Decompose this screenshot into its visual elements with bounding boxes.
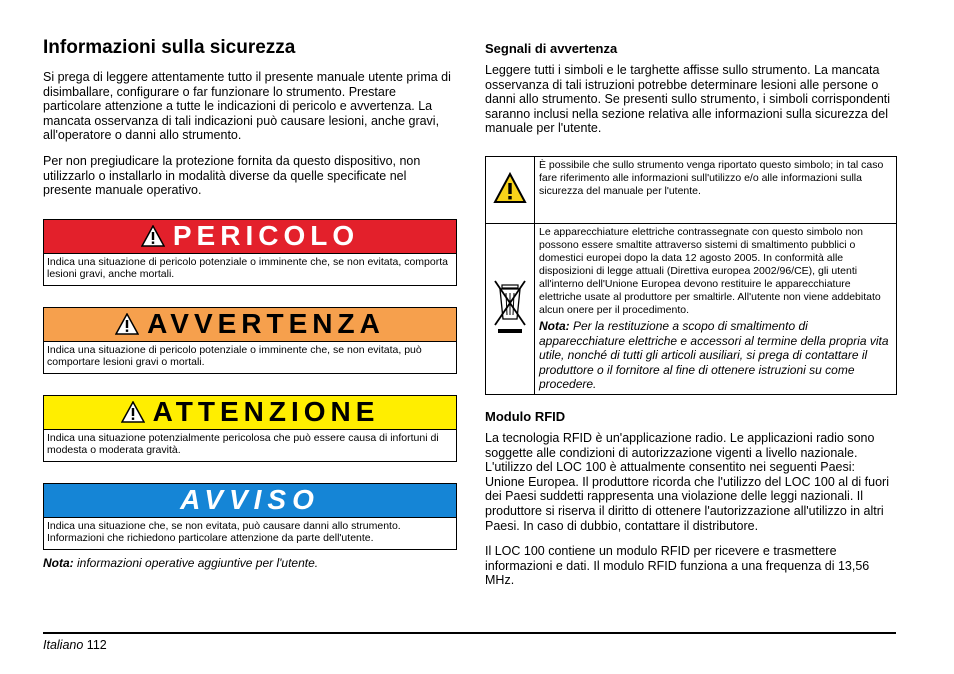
- symbol-description: [535, 223, 897, 394]
- footer-language: Italiano: [43, 638, 84, 652]
- weee-text: Le apparecchiature elettriche contrassegnate con questo simbolo non possono essere smaltite attraverso sistemi di smaltimento pubblici o domestici europei dopo la data 12 agosto 2005. In conformità alle disposizioni di legge attuali (Direttiva europea 2002/96/CE), gli utenti all'interno dell'Unione Europea devono restituire le apparecchiature elettriche usate al produttore per smaltirle. All'utente non viene addebitato alcun onere per il procedimento.: [539, 225, 881, 316]
- danger-band: [44, 220, 456, 254]
- notice-description: Indica una situazione che, se non evitata, può causare danni allo strumento. Informazioni che richiedono particolare attenzione da parte dell'utente.: [47, 519, 401, 545]
- weee-note: [539, 319, 892, 392]
- right-column: [485, 36, 897, 588]
- page-number: 112: [86, 638, 107, 652]
- symbols-table: [485, 156, 897, 395]
- hazard-danger: [43, 219, 457, 286]
- warning-signs-paragraph: Leggere tutti i simboli e le targhette affisse sullo strumento. La mancata osservanza di tali istruzioni potrebbe determinare lesioni alle persone o danni allo strumento. Se presenti sullo strumento, i simboli corrispondenti saranno inclusi nella sezione relativa alle informazioni sulla sicurezza del manuale per l'utente.: [485, 63, 891, 136]
- caution-band: [44, 396, 456, 430]
- left-column: [43, 36, 457, 570]
- hazard-caution: [43, 395, 457, 462]
- symbol-cell: [486, 223, 535, 394]
- page-title: Informazioni sulla sicurezza: [43, 37, 296, 58]
- caution-description: Indica una situazione potenzialmente pericolosa che può essere causa di infortuni di modesta o moderata gravità.: [47, 431, 439, 457]
- warning-description: Indica una situazione di pericolo potenziale o imminente che, se non evitata, può comportare lesioni gravi o mortali.: [47, 343, 422, 369]
- protection-paragraph: Per non pregiudicare la protezione fornita da questo dispositivo, non utilizzarlo o installarlo in modalità diverse da quelle specificate nel presente manuale operativo.: [43, 153, 421, 198]
- warning-triangle-icon: [493, 172, 527, 204]
- note-label: Nota:: [539, 318, 570, 333]
- warning-band: [44, 308, 456, 342]
- symbol-cell: [486, 156, 535, 223]
- section-heading-warning-signs: Segnali di avvertenza: [485, 41, 618, 56]
- notice-label: AVVISO: [180, 484, 320, 516]
- note-text: Per la restituzione a scopo di smaltimento di apparecchiature elettriche e accessori al termine della propria vita utile, nonché di tutti gli articoli ausiliari, si prega di contattare il produttore o il fornitore al fine di ottenere istruzioni su come procedere.: [539, 318, 889, 392]
- footer-divider: [43, 632, 896, 634]
- warning-triangle-icon: [141, 225, 165, 247]
- note-text: informazioni operative aggiuntive per l'utente.: [73, 555, 319, 570]
- intro-paragraph: Si prega di leggere attentamente tutto il presente manuale utente prima di disimballare, configurare o far funzionare lo strumento. Prestare particolare attenzione a tutte le indicazioni di pericolo e avvertenza. La mancata osservanza di tali indicazioni può causare lesioni, anche gravi, all'operatore o danni allo strumento.: [43, 70, 451, 143]
- caution-label: ATTENZIONE: [152, 396, 380, 428]
- danger-label: PERICOLO: [172, 220, 360, 252]
- footer: [43, 638, 107, 652]
- notice-band: [44, 484, 456, 518]
- table-row: [486, 223, 897, 394]
- table-row: [486, 156, 897, 223]
- rfid-frequency-paragraph: Il LOC 100 contiene un modulo RFID per ricevere e trasmettere informazioni e dati. Il modulo RFID funziona a una frequenza di 13,56 MHz.: [485, 544, 870, 588]
- hazard-warning: [43, 307, 457, 374]
- note-line: [43, 556, 457, 570]
- warning-triangle-icon: [115, 313, 139, 335]
- warning-triangle-icon: [121, 401, 145, 423]
- hazard-notice: [43, 483, 457, 550]
- section-heading-rfid: Modulo RFID: [485, 408, 566, 424]
- danger-description: Indica una situazione di pericolo potenziale o imminente che, se non evitata, comporta lesioni gravi, anche mortali.: [47, 255, 448, 281]
- symbol-description: È possibile che sullo strumento venga riportato questo simbolo; in tal caso fare riferimento alle informazioni sull'utilizzo e/o alle informazioni sulla sicurezza del manuale per l'utente.: [535, 156, 897, 223]
- note-label: Nota:: [43, 555, 74, 570]
- crossed-bin-icon: [492, 275, 528, 339]
- rfid-paragraph: La tecnologia RFID è un'applicazione radio. Le applicazioni radio sono soggette alle condizioni di autorizzazione vigenti a livello nazionale. L'utilizzo del LOC 100 è attualmente consentito nei seguenti Paesi: Unione Europea. Il produttore ricorda che l'utilizzo del LOC 100 al di fuori dei Paesi suddetti rappresenta una violazione delle leggi nazionali. Il produttore si riserva il diritto di ottenere l'autorizzazione all'utilizzo in altri Paesi. In caso di dubbio, contattare il distributore.: [485, 430, 889, 533]
- warning-label: AVVERTENZA: [147, 308, 385, 340]
